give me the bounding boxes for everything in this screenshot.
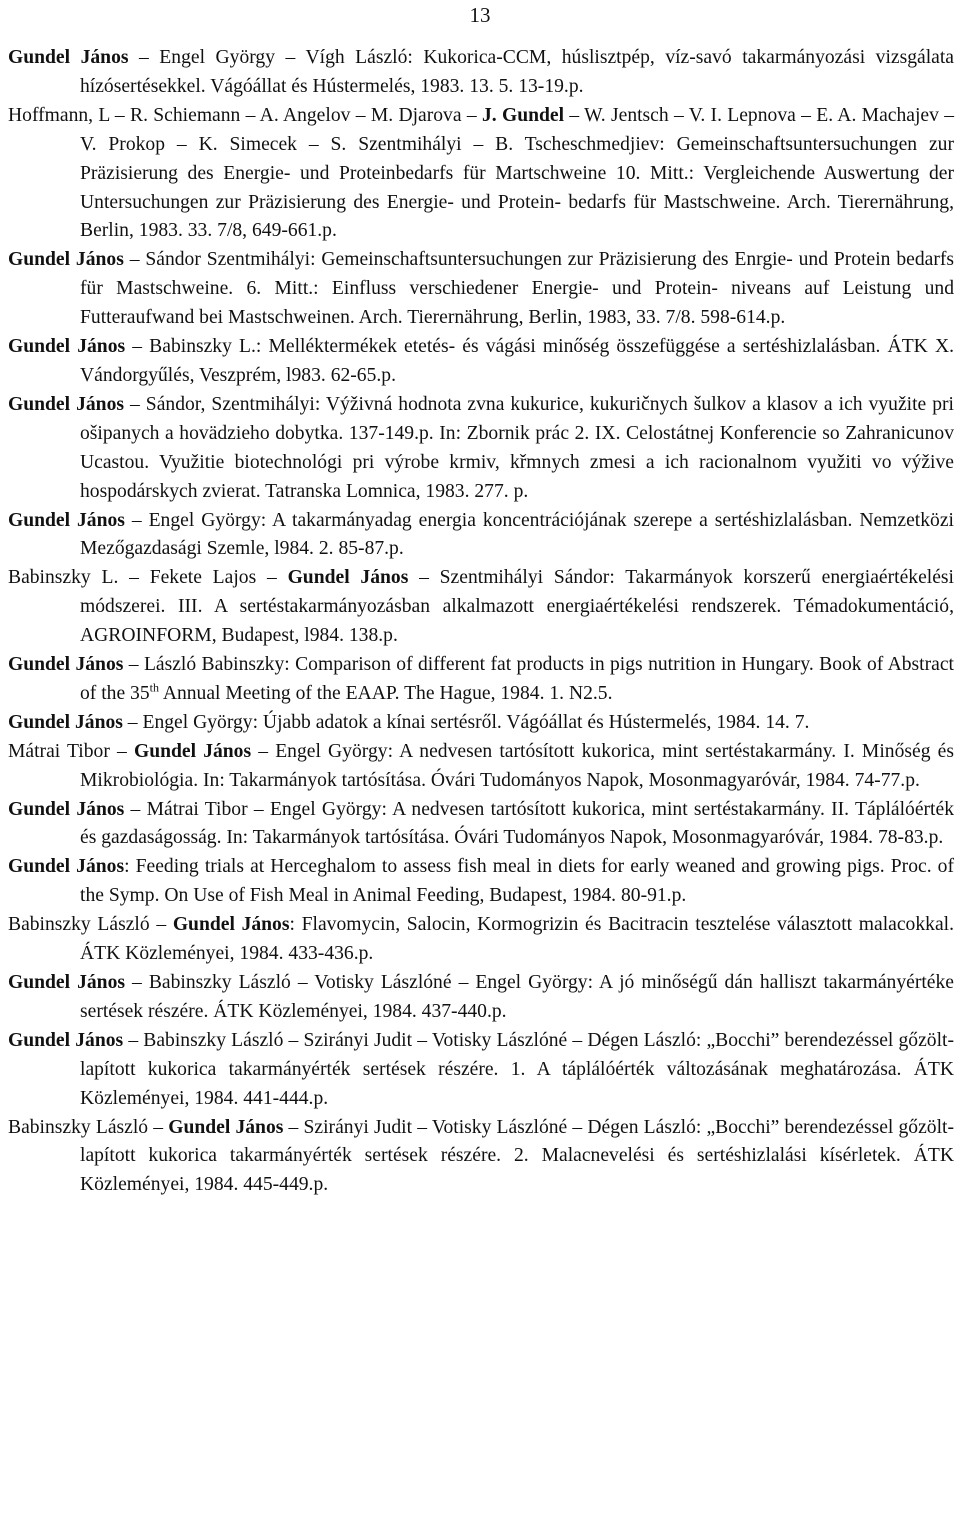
reference-text: : Feeding trials at Herceghalom to assess fish meal in diets for early weaned and growing pigs. Proc. of the Symp. On Use of Fish Meal in Animal Feeding, Budapest, 1984. 80-91.p. bbox=[80, 856, 955, 907]
reference-text: Annual Meeting of the EAAP. The Hague, 1984. 1. N2.5. bbox=[159, 682, 613, 704]
author-highlight: Gundel János bbox=[133, 740, 252, 762]
reference-entry bbox=[8, 333, 954, 391]
reference-text: – Szentmihályi Sándor: Takarmányok korszerű energiaértékelési módszerei. III. A sertéstakarmányozásban alkalmazott energiaértékelési rendszerek. Témadokumentáció, AGROINFORM, Budapest, l984. 138.p. bbox=[80, 567, 954, 647]
reference-text: – Engel György: Újabb adatok a kínai sertésről. Vágóállat és Hústermelés, 1984. 14. 7. bbox=[122, 711, 810, 733]
reference-text: – Babinszky László – Szirányi Judit – Votisky Lászlóné – Dégen László: „Bocchi” berendezéssel gőzölt-lapított kukorica takarmányérték sertések részére. 1. A táplálóérték változásának meghatározása. ÁTK Közleményei, 1984. 441-444.p. bbox=[80, 1029, 954, 1109]
author-highlight: Gundel János bbox=[8, 249, 124, 271]
reference-entry bbox=[8, 44, 954, 102]
reference-entry bbox=[8, 564, 954, 651]
reference-entry bbox=[8, 853, 954, 911]
reference-entry bbox=[8, 102, 954, 247]
reference-entry bbox=[8, 507, 954, 565]
reference-entry bbox=[8, 246, 954, 333]
author-highlight: Gundel János bbox=[8, 393, 124, 415]
author-highlight: Gundel János bbox=[8, 856, 125, 878]
reference-text: Hoffmann, L – R. Schiemann – A. Angelov – M. Djarova – bbox=[8, 104, 482, 126]
reference-text: – W. Jentsch – V. I. Lepnova – E. A. Machajev – V. Prokop – K. Simecek – S. Szentmihályi – B. Tscheschmedjiev: Gemeinschaftsuntersuchungen zur Präzisierung des Energie- und Proteinbedarfs für Martschweine 10. Mitt.: Vergleichende Auswertung der Untersuchungen zur Präzisierung des Energie- und Protein- bedarfs für Mastschweine. Arch. Tierernährung, Berlin, 1983. 33. 7/8, 649-661.p. bbox=[80, 104, 955, 242]
author-highlight: Gundel János bbox=[168, 1116, 284, 1138]
reference-entry bbox=[8, 391, 954, 507]
reference-entry bbox=[8, 1027, 954, 1114]
reference-text: – Mátrai Tibor – Engel György: A nedvesen tartósított kukorica, mint sertéstakarmány. II. Táplálóérték és gazdaságosság. In: Takarmányok tartósítása. Óvári Tudományos Napok, Mosonmagyaróvár, 1984. 78-83.p. bbox=[80, 798, 954, 849]
reference-entry bbox=[8, 709, 954, 738]
reference-entry bbox=[8, 796, 954, 854]
reference-text: – Engel György: A nedvesen tartósított kukorica, mint sertéstakarmány. I. Minőség és Mikrobiológia. In: Takarmányok tartósítása. Óvári Tudományos Napok, Mosonmagyaróvár, 1984. 74-77.p. bbox=[80, 740, 954, 791]
reference-text: – Sándor Szentmihályi: Gemeinschaftsuntersuchungen zur Präzisierung des Enrgie- und Protein bedarfs für Mastschweine. 6. Mitt.: Einfluss verschiedener Energie- und Protein- niveans auf Leistung und Futteraufwand bei Mastschweinen. Arch. Tierernährung, Berlin, 1983, 33. 7/8. 598-614.p. bbox=[80, 249, 954, 329]
reference-entry bbox=[8, 969, 954, 1027]
author-highlight: Gundel János bbox=[8, 509, 125, 531]
reference-text: – Sándor, Szentmihályi: Výživná hodnota zvna kukurice, kukuričnych šulkov a klasov a ich využite pri ošipanych a hovädzieho dobytka. 137-149.p. In: Zbornik prác 2. IX. Celostátnej Konferencie so Zahranicunov Ucastou. Využitie biotechnológi pri výrobe krmiv, křmnych zmesi a ich racionalnom využiti vo výžive hospodárskych zvierat. Tatranska Lomnica, 1983. 277. p. bbox=[80, 393, 955, 502]
reference-text: – László Babinszky: Comparison of different fat products in pigs nutrition in Hungary. Book of Abstract of the 35 bbox=[80, 654, 954, 704]
author-highlight: Gundel János bbox=[8, 1029, 124, 1051]
reference-text: Babinszky L. – Fekete Lajos – bbox=[8, 567, 288, 589]
reference-text: – Babinszky L.: Melléktermékek etetés- és vágási minőség összefüggése a sertéshizlalásban. ÁTK X. Vándorgyűlés, Veszprém, l983. 62-65.p. bbox=[80, 336, 954, 386]
author-highlight: Gundel János bbox=[172, 914, 290, 936]
reference-entry bbox=[8, 1114, 954, 1201]
superscript: th bbox=[149, 680, 159, 695]
reference-entry bbox=[8, 911, 954, 969]
page-number: 13 bbox=[469, 3, 491, 27]
reference-text: – Engel György: A takarmányadag energia koncentrációjának szerepe a sertéshizlalásban. Nemzetközi Mezőgazdasági Szemle, l984. 2. 85-87.p. bbox=[80, 509, 954, 560]
author-highlight: Gundel János bbox=[8, 972, 126, 993]
author-highlight: Gundel János bbox=[8, 336, 126, 358]
reference-entry bbox=[8, 738, 954, 796]
author-highlight: Gundel János bbox=[8, 711, 123, 733]
reference-text: Mátrai Tibor – bbox=[8, 740, 134, 762]
reference-text: – Szirányi Judit – Votisky Lászlóné – Dégen László: „Bocchi” berendezéssel gőzölt-lapított kukorica takarmányérték sertések részére. 2. Malacnevelési és sertéshizlalási kísérletek. ÁTK Közleményei, 1984. 445-449.p. bbox=[80, 1116, 954, 1196]
author-highlight: J. Gundel bbox=[481, 104, 565, 126]
reference-entry bbox=[8, 651, 954, 709]
author-highlight: Gundel János bbox=[8, 798, 125, 820]
author-highlight: Gundel János bbox=[287, 567, 409, 589]
reference-list bbox=[8, 44, 954, 1200]
author-highlight: Gundel János bbox=[8, 47, 129, 68]
author-highlight: Gundel János bbox=[8, 654, 124, 676]
reference-text: Babinszky László – bbox=[8, 1116, 169, 1138]
reference-text: : Flavomycin, Salocin, Kormogrizin és Bacitracin tesztelése választott malacokkal. ÁTK Közleményei, 1984. 433-436.p. bbox=[80, 914, 954, 965]
reference-text: Babinszky László – bbox=[8, 914, 173, 936]
reference-text: – Engel György – Vígh László: Kukorica-CCM, húslisztpép, víz-savó takarmányozási vizsgálata hízósertésekkel. Vágóállat és Hústermelés, 1983. 13. 5. 13-19.p. bbox=[80, 47, 954, 97]
reference-text: – Babinszky László – Votisky Lászlóné – Engel György: A jó minőségű dán halliszt takarmányértéke sertések részére. ÁTK Közleményei, 1984. 437-440.p. bbox=[80, 972, 954, 1022]
